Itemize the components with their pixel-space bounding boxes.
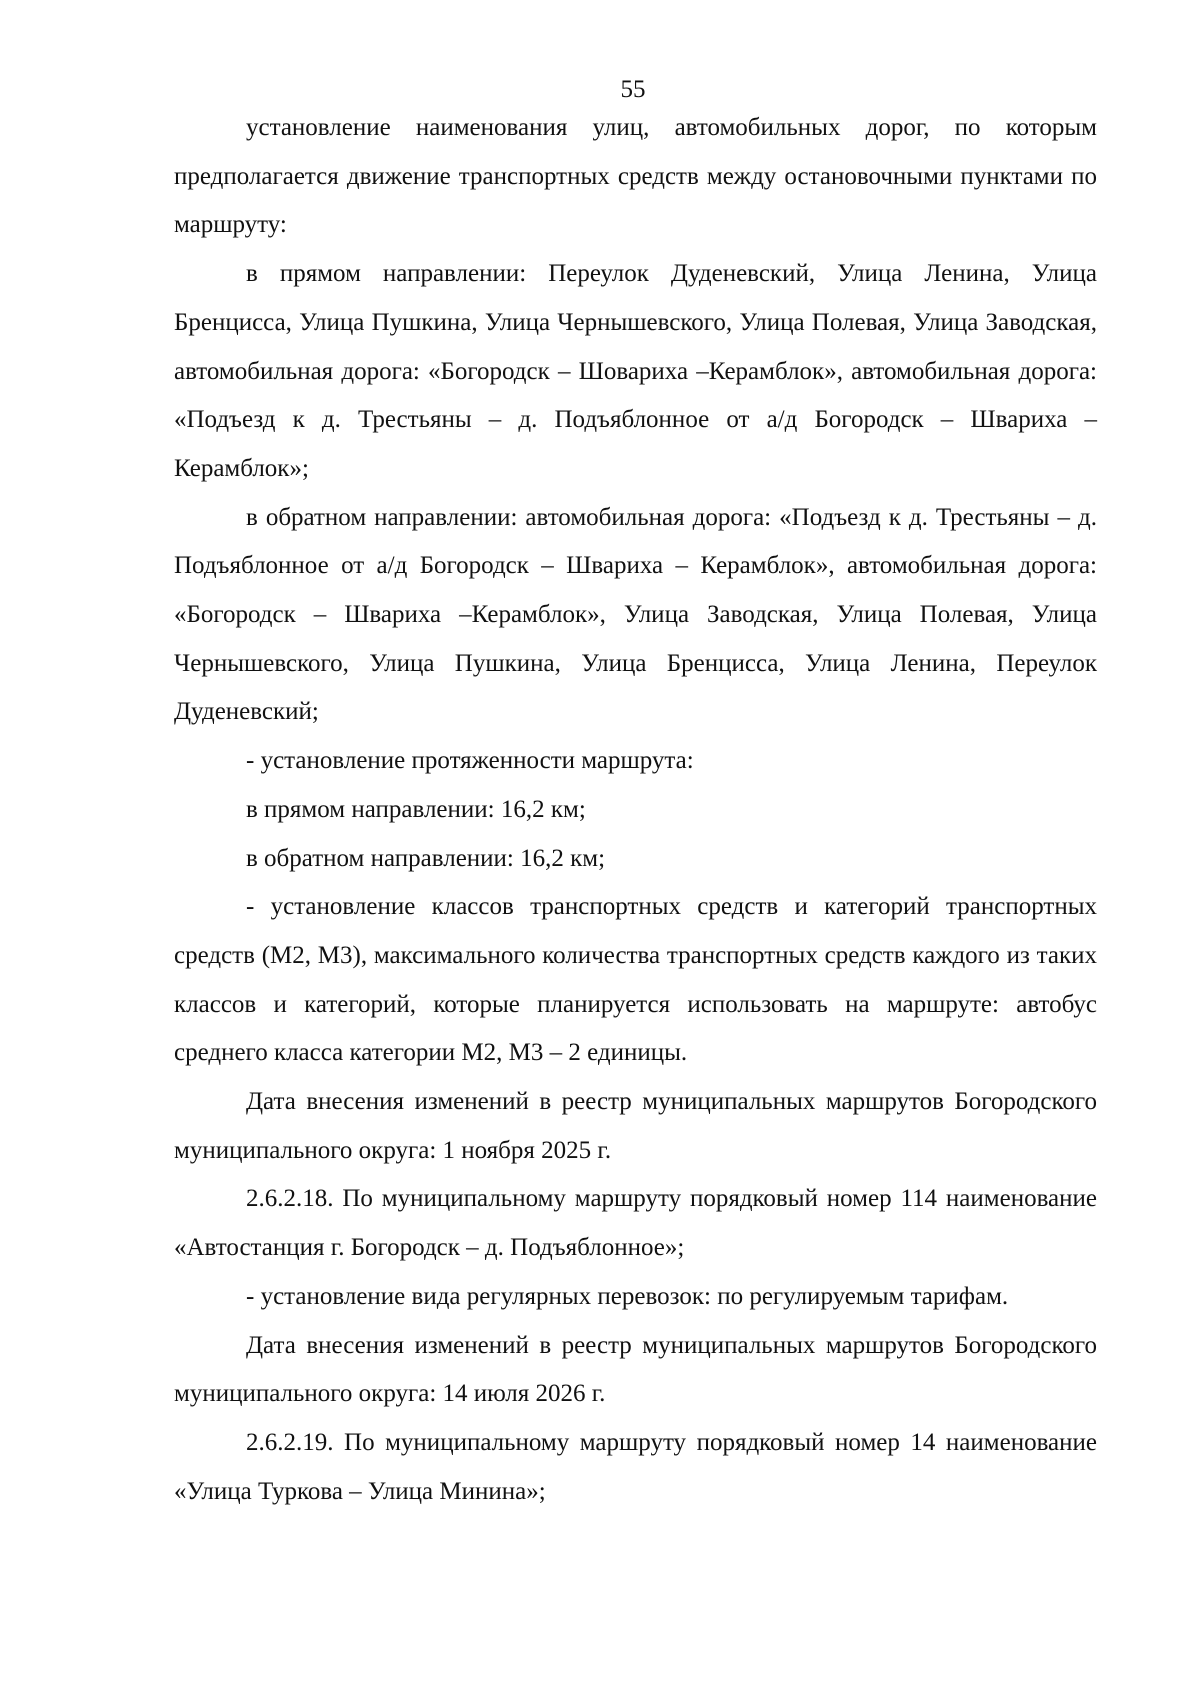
paragraph-vehicle-classes: - установление классов транспортных средств и категорий транспортных средств (М2, М3), максимального количества транспортных средств каждого из таких классов и категорий, которые планируется использовать на маршруте: автобус среднего класса категории М2, М3 – 2 единицы. bbox=[174, 893, 1097, 1067]
paragraph-route-length-reverse: в обратном направлении: 16,2 км; bbox=[246, 844, 606, 872]
paragraph-forward-direction: в прямом направлении: Переулок Дуденевский, Улица Ленина, Улица Бренцисса, Улица Пушкина, Улица Чернышевского, Улица Полевая, Улица Заводская, автомобильная дорога: «Богородск – Шовариха –Керамблок», автомобильная дорога: «Подъезд к д. Трестьяны – д. Подъяблонное от а/д Богородск – Швариха – Керамблок»; bbox=[174, 260, 1097, 482]
paragraph-registry-date-2: Дата внесения изменений в реестр муниципальных маршрутов Богородского муниципального округа: 14 июля 2026 г. bbox=[174, 1331, 1097, 1408]
paragraph-route-114: 2.6.2.18. По муниципальному маршруту порядковый номер 114 наименование «Автостанция г. Богородск – д. Подъяблонное»; bbox=[174, 1185, 1097, 1262]
paragraph-reverse-direction: в обратном направлении: автомобильная дорога: «Подъезд к д. Трестьяны – д. Подъяблонное от а/д Богородск – Швариха – Керамблок», автомобильная дорога: «Богородск – Швариха –Керамблок», Улица Заводская, Улица Полевая, Улица Чернышевского, Улица Пушкина, Улица Бренцисса, Улица Ленина, Переулок Дуденевский; bbox=[174, 503, 1097, 726]
paragraph-transport-type: - установление вида регулярных перевозок: по регулируемым тарифам. bbox=[246, 1282, 1009, 1310]
paragraph-route-14: 2.6.2.19. По муниципальному маршруту порядковый номер 14 наименование «Улица Туркова – Улица Минина»; bbox=[174, 1428, 1097, 1505]
paragraph-route-length-intro: - установление протяженности маршрута: bbox=[246, 747, 694, 775]
paragraph-registry-date-1: Дата внесения изменений в реестр муниципальных маршрутов Богородского муниципального округа: 1 ноября 2025 г. bbox=[174, 1088, 1097, 1164]
page-number: 55 bbox=[620, 76, 646, 103]
document-body bbox=[174, 104, 1097, 1516]
paragraph-route-length-forward: в прямом направлении: 16,2 км; bbox=[246, 795, 586, 823]
paragraph-street-names-intro: установление наименования улиц, автомобильных дорог, по которым предполагается движение транспортных средств между остановочными пунктами по маршруту: bbox=[174, 114, 1097, 239]
